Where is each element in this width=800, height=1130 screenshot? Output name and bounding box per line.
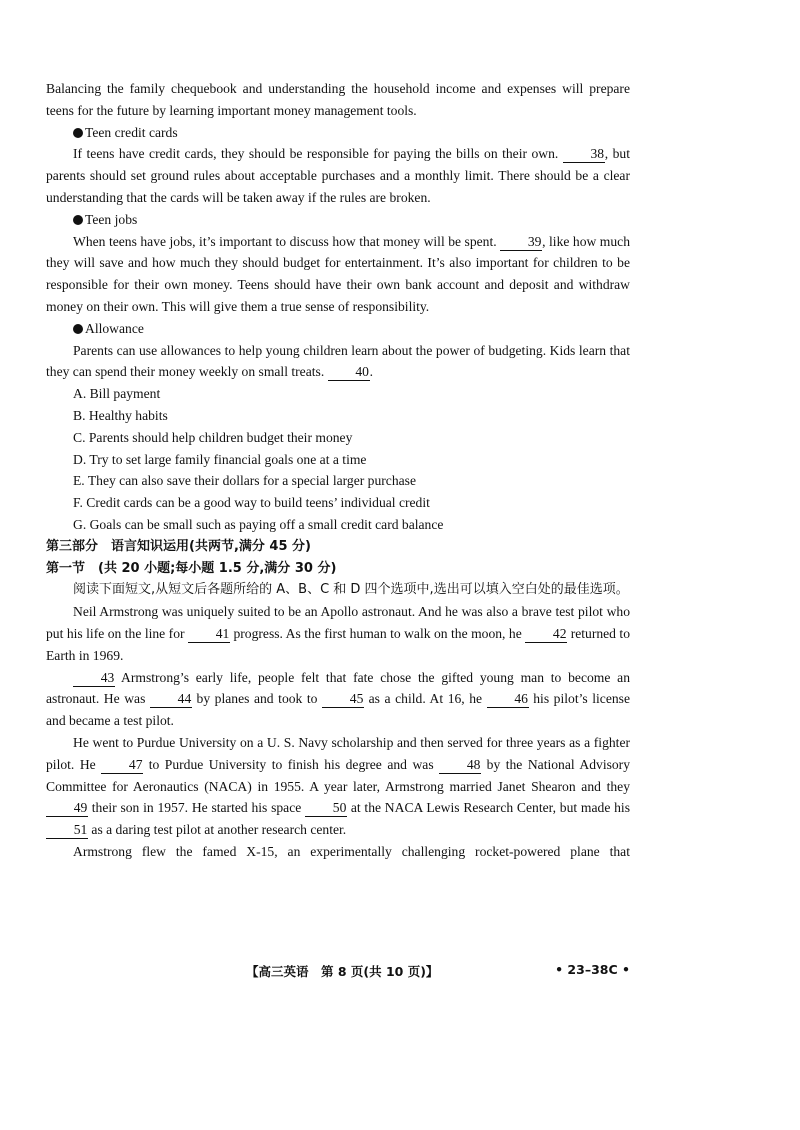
blank-49: 49 [46,800,88,817]
heading-teen-credit-cards: Teen credit cards [46,122,630,144]
intro-paragraph: Balancing the family chequebook and understanding the household income and expenses will prepare teens for the future by learning important money management tools. [46,81,630,118]
blank-45: 45 [322,691,364,708]
page-number-label: 【高三英语 第 8 页(共 10 页)】 [246,964,439,979]
answer-options [46,383,630,536]
option-g: G. Goals can be small such as paying off a small credit card balance [73,516,444,532]
blank-46: 46 [487,691,529,708]
blank-40: 40 [328,364,370,381]
credit-paragraph: If teens have credit cards, they should be responsible for paying the bills on their own. 38, but parents should set ground rules about acceptable purchases and a monthly limit. There should be a clear understanding that the cards will be taken away if the rules are broken. [46,146,630,205]
exam-page [46,78,630,863]
blank-39: 39 [500,234,542,251]
blank-38: 38 [563,146,605,163]
passage-paragraph-3: He went to Purdue University on a U. S. Navy scholarship and then served for three years as a fighter pilot. He 47 to Purdue University to finish his degree and was 48 by the National Advisory Committee for Aeronautics (NACA) in 1955. A year later, Armstrong married Janet Shearon and they 49 their son in 1957. He started his space 50 at the NACA Lewis Research Center, but made his 51 as a daring test pilot at another research center. [46,734,631,838]
option-c: C. Parents should help children budget their money [73,429,353,445]
page-footer [46,962,630,982]
part3-title: 第三部分 语言知识运用(共两节,满分 45 分) [46,538,311,554]
allowance-paragraph: Parents can use allowances to help young children learn about the power of budgeting. Kids learn that they can spend their money weekly on small treats. 40. [46,342,630,380]
instruction-text: 阅读下面短文,从短文后各题所给的 A、B、C 和 D 四个选项中,选出可以填入空白处的最佳选项。 [73,582,629,598]
passage-paragraph-4: Armstrong flew the famed X-15, an experimentally challenging rocket-powered plane that [73,843,630,859]
bullet-dot-icon [73,128,83,138]
exam-code: • 23–38C • [555,962,630,977]
heading-allowance: Allowance [46,318,630,340]
jobs-paragraph: When teens have jobs, it’s important to discuss how that money will be spent. 39, like how much they will save and how much they should budget for entertainment. It’s also important for children to be responsible for their own money. Teens should have their own bank account and deposit and withdraw money on their own. This will give them a true sense of responsibility. [46,233,630,314]
blank-43: 43 [73,670,115,687]
option-b: B. Healthy habits [73,407,168,423]
heading-teen-jobs: Teen jobs [46,209,630,231]
passage-paragraph-2: 43 Armstrong’s early life, people felt that fate chose the gifted young man to become an astronaut. He was 44 by planes and took to 45 as a child. At 16, he 46 his pilot’s license and became a test pilot. [46,669,630,729]
section1-title: 第一节 (共 20 小题;每小题 1.5 分,满分 30 分) [46,560,337,576]
blank-47: 47 [101,757,143,774]
blank-48: 48 [439,757,481,774]
option-f: F. Credit cards can be a good way to build teens’ individual credit [73,495,430,511]
blank-51: 51 [46,822,88,839]
passage-paragraph-1: Neil Armstrong was uniquely suited to be an Apollo astronaut. And he was also a brave test pilot who put his life on the line for 41 progress. As the first human to walk on the moon, he 42 returned to Earth in 1969. [46,604,631,663]
bullet-dot-icon [73,324,83,334]
option-d: D. Try to set large family financial goals one at a time [73,451,367,467]
option-e: E. They can also save their dollars for a special larger purchase [73,473,416,489]
blank-44: 44 [150,691,192,708]
blank-41: 41 [188,626,230,643]
blank-50: 50 [305,800,347,817]
blank-42: 42 [525,626,567,643]
option-a: A. Bill payment [73,386,161,402]
bullet-dot-icon [73,215,83,225]
